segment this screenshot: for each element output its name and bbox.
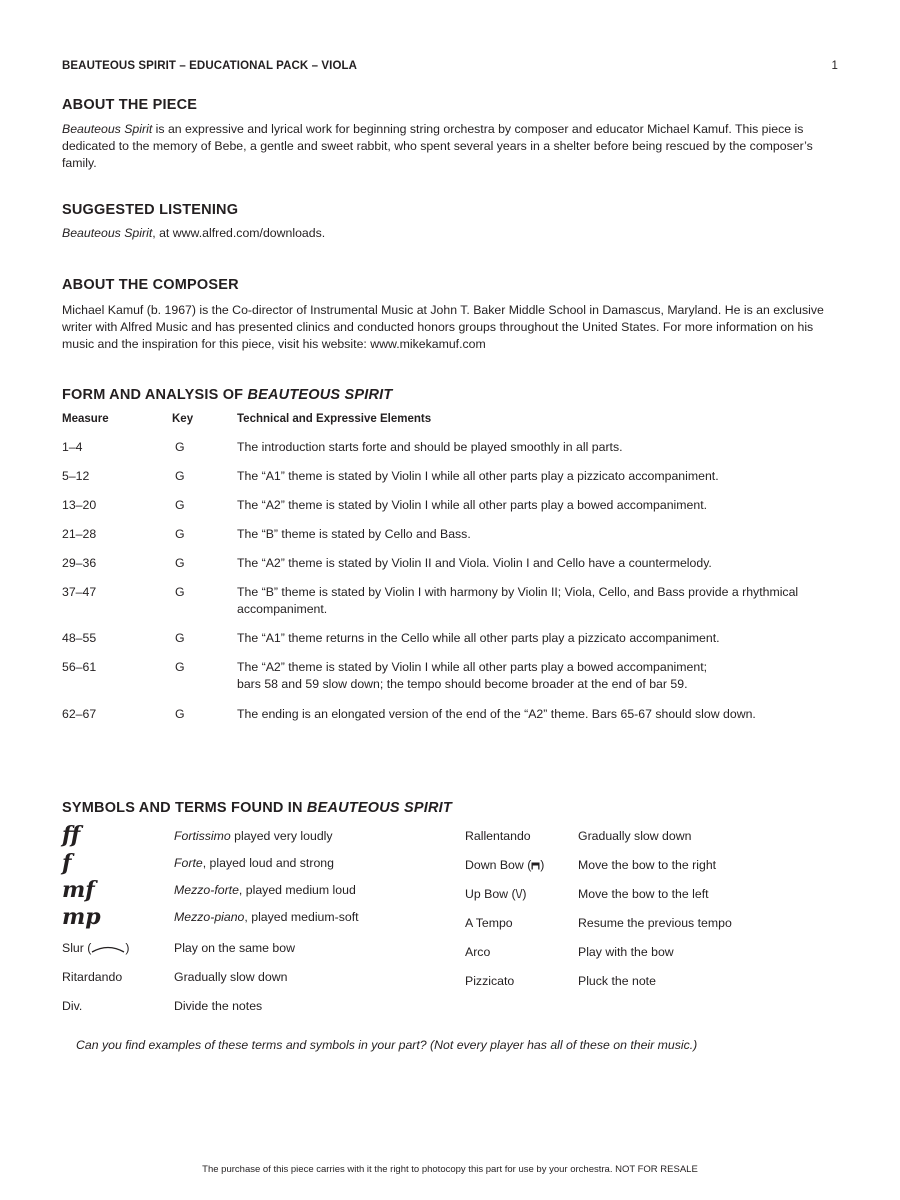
listening-text: [62, 225, 842, 242]
term-desc: , played medium-soft: [244, 910, 359, 924]
term-row-rallentando: [0, 828, 900, 848]
fortissimo-symbol: ff: [62, 822, 81, 848]
running-title: BEAUTEOUS SPIRIT – EDUCATIONAL PACK – VIOLA: [62, 60, 358, 72]
mezzo-forte-symbol: mf: [62, 877, 95, 903]
key-cell: G: [175, 556, 185, 570]
term-row-pizzicato: [0, 973, 900, 993]
term-italic: Mezzo-piano: [174, 910, 245, 924]
measure-cell: 56–61: [62, 660, 97, 674]
rallentando-term: Rallentando: [465, 829, 531, 843]
key-cell: G: [175, 498, 185, 512]
term-italic: Mezzo-forte: [174, 883, 239, 897]
term-italic: Fortissimo: [174, 829, 231, 843]
listening-body: , at www.alfred.com/downloads.: [152, 226, 326, 240]
term-definition: Move the bow to the right: [578, 858, 717, 872]
symbols-heading: [62, 800, 452, 816]
measure-header: Measure: [62, 413, 109, 425]
term-definition: Play with the bow: [578, 945, 674, 959]
description-cell: The “B” theme is stated by Cello and Bass.: [237, 527, 471, 541]
description-cell: The “A2” theme is stated by Violin II and Viola. Violin I and Cello have a countermelody.: [237, 556, 712, 570]
term-definition: Pluck the note: [578, 974, 656, 988]
term-definition: Gradually slow down: [578, 829, 692, 843]
key-cell: G: [175, 440, 185, 454]
term-close: ): [125, 941, 130, 955]
arco-term: Arco: [465, 945, 491, 959]
measure-cell: 37–47: [62, 585, 97, 599]
measure-cell: 21–28: [62, 527, 97, 541]
description-line: bars 58 and 59 slow down; the tempo should become broader at the end of bar 59.: [237, 677, 688, 691]
question-text: Can you find examples of these terms and symbols in your part? (Not every player has all of these on their music.): [76, 1038, 698, 1052]
key-cell: G: [175, 469, 185, 483]
measure-cell: 29–36: [62, 556, 97, 570]
symbol-row-div: [0, 998, 900, 1018]
symbol-description: Play on the same bow: [174, 941, 295, 955]
description-cell: The introduction starts forte and should be played smoothly in all parts.: [237, 440, 623, 454]
term-close: ): [540, 858, 545, 872]
forte-symbol: f: [62, 850, 72, 876]
about-piece-heading: ABOUT THE PIECE: [62, 97, 198, 113]
symbol-description: Divide the notes: [174, 999, 263, 1013]
measure-cell: 13–20: [62, 498, 97, 512]
term-row-down-bow: [0, 857, 900, 877]
form-heading-italic: BEAUTEOUS SPIRIT: [247, 387, 393, 403]
term-definition: Resume the previous tempo: [578, 916, 732, 930]
description-cell: The ending is an elongated version of the end of the “A2” theme. Bars 65-67 should slow down.: [237, 707, 756, 721]
term-row-arco: [0, 944, 900, 964]
measure-cell: 1–4: [62, 440, 83, 454]
composer-text: Michael Kamuf (b. 1967) is the Co-director of Instrumental Music at John T. Baker Middle School in Damascus, Maryland. He is an exclusive writer with Alfred Music and has presented clinics and conducted honors groups throughout the United States. For more information on his music and the inspiration for this piece, visit his website: www.mikekamuf.com: [62, 303, 824, 351]
description-cell: The “A1” theme returns in the Cello while all other parts play a pizzicato accompaniment.: [237, 631, 720, 645]
term-text: Slur (: [62, 941, 92, 955]
footer-notice: The purchase of this piece carries with it the right to photocopy this part for use by your orchestra. NOT FOR RESALE: [202, 1164, 698, 1175]
elements-header: Technical and Expressive Elements: [237, 413, 432, 425]
key-header: Key: [172, 413, 194, 425]
about-piece-text: [62, 121, 842, 172]
symbols-heading-prefix: SYMBOLS AND TERMS FOUND IN: [62, 800, 307, 816]
key-cell: G: [175, 631, 185, 645]
form-heading-prefix: FORM AND ANALYSIS OF: [62, 387, 248, 403]
term-italic: Forte: [174, 856, 203, 870]
term-row-a-tempo: [0, 915, 900, 935]
description-cell: The “A2” theme is stated by Violin I while all other parts play a bowed accompaniment.: [237, 498, 708, 512]
key-cell: G: [175, 660, 185, 674]
description-cell: The “B” theme is stated by Violin I with harmony by Violin II; Viola, Cello, and Bass provide a rhythmical accompaniment.: [237, 585, 799, 616]
term-definition: Move the bow to the left: [578, 887, 709, 901]
description-line: The “A2” theme is stated by Violin I while all other parts play a bowed accompaniment;: [237, 660, 708, 674]
up-bow-icon: \/: [515, 887, 523, 901]
running-header: [62, 60, 838, 72]
up-bow-term: [465, 886, 527, 903]
symbol-description: Gradually slow down: [174, 970, 288, 984]
key-cell: G: [175, 585, 185, 599]
key-cell: G: [175, 527, 185, 541]
composer-heading: ABOUT THE COMPOSER: [62, 277, 239, 293]
about-piece-body: is an expressive and lyrical work for beginning string orchestra by composer and educator Michael Kamuf. This piece is dedicated to the memory of Bebe, a gentle and sweet rabbit, who spent several years in a shelter before being rescued by the composer’s family.: [62, 122, 813, 170]
term-desc: , played medium loud: [238, 883, 356, 897]
term-row-up-bow: [0, 886, 900, 906]
term-desc: , played loud and strong: [202, 856, 334, 870]
listening-italic: Beauteous Spirit: [62, 226, 153, 240]
term-text: Up Bow (: [465, 887, 516, 901]
symbols-heading-italic: BEAUTEOUS SPIRIT: [306, 800, 452, 816]
measure-cell: 48–55: [62, 631, 97, 645]
mezzo-piano-symbol: mp: [62, 904, 101, 930]
listening-heading: SUGGESTED LISTENING: [62, 202, 239, 218]
ritardando-term: Ritardando: [62, 970, 123, 984]
description-cell: [237, 659, 837, 693]
form-heading: [62, 387, 392, 403]
page-number: 1: [831, 60, 838, 72]
description-cell: The “A1” theme is stated by Violin I while all other parts play a pizzicato accompaniment.: [237, 469, 719, 483]
term-close: ): [522, 887, 527, 901]
down-bow-icon: [531, 862, 540, 870]
key-cell: G: [175, 707, 185, 721]
measure-cell: 62–67: [62, 707, 97, 721]
pizzicato-term: Pizzicato: [465, 974, 515, 988]
down-bow-term: [465, 857, 544, 874]
term-desc: played very loudly: [230, 829, 333, 843]
div-term: Div.: [62, 999, 83, 1013]
term-text: Down Bow (: [465, 858, 532, 872]
a-tempo-term: A Tempo: [465, 916, 513, 930]
piece-title-italic: Beauteous Spirit: [62, 122, 153, 136]
measure-cell: 5–12: [62, 469, 90, 483]
